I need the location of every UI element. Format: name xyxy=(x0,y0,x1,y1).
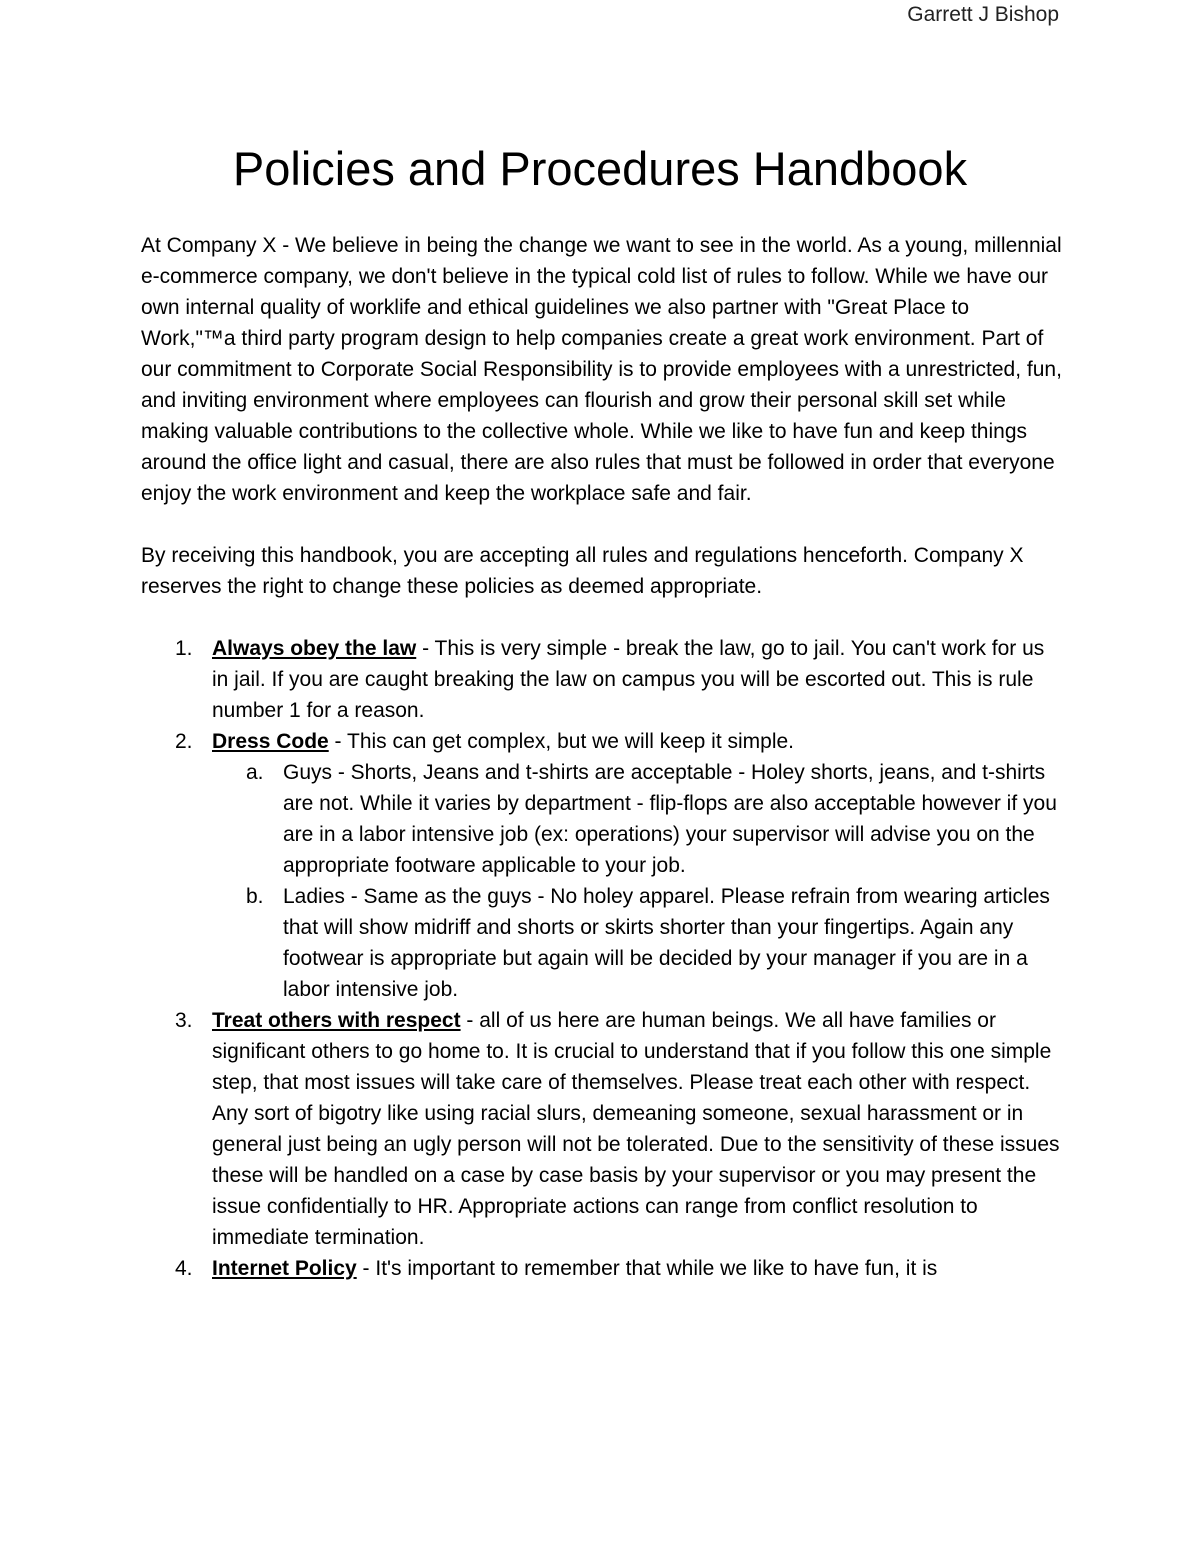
rule-number: 4. xyxy=(175,1257,193,1280)
rule-title: Internet Policy xyxy=(212,1257,357,1280)
rule-number: 1. xyxy=(175,637,193,660)
rule-number: 3. xyxy=(175,1009,193,1032)
rule-item-dress-code xyxy=(141,726,1066,1005)
rule-title: Always obey the law xyxy=(212,637,417,660)
paragraph-gap xyxy=(141,509,1066,540)
rule-number: 2. xyxy=(175,730,193,753)
rule-item-internet-policy xyxy=(141,1253,1066,1284)
sub-item-text: Guys - Shorts, Jeans and t-shirts are acceptable - Holey shorts, jeans, and t-shirts are not. While it varies by department - flip-flops are also acceptable however if you are in a labor intensive job (ex: operations) your supervisor will advise you on the appropriate footware applicable to your job. xyxy=(283,761,1057,877)
sub-item-guys xyxy=(212,757,1066,881)
rule-text: - all of us here are human beings. We all have families or significant others to go home to. It is crucial to understand that if you follow this one simple step, that most issues will take care of themselves. Please treat each other with respect. Any sort of bigotry like using racial slurs, demeaning someone, sexual harassment or in general just being an ugly person will not be tolerated. Due to the sensitivity of these issues these will be handled on a case by case basis by your supervisor or you may present the issue confidentially to HR. Appropriate actions can range from conflict resolution to immediate termination. xyxy=(212,1009,1060,1249)
document-body xyxy=(141,230,1066,1284)
rule-text: - This can get complex, but we will keep it simple. xyxy=(328,730,795,753)
header-author: Garrett J Bishop xyxy=(907,3,1059,26)
rules-list xyxy=(141,633,1066,1284)
rule-title: Treat others with respect xyxy=(212,1009,461,1032)
rule-text: - This is very simple - break the law, go to jail. You can't work for us in jail. If you are caught breaking the law on campus you will be escorted out. This is rule number 1 for a reason. xyxy=(212,637,1045,722)
sub-item-ladies xyxy=(212,881,1066,1005)
rule-title: Dress Code xyxy=(212,730,329,753)
rule-text: - It's important to remember that while we like to have fun, it is xyxy=(356,1257,938,1280)
sub-item-text: Ladies - Same as the guys - No holey apparel. Please refrain from wearing articles that will show midriff and shorts or skirts shorter than your fingertips. Again any footwear is appropriate but again will be decided by your manager if you are in a labor intensive job. xyxy=(283,885,1050,1001)
rule-item-law xyxy=(141,633,1066,726)
intro-paragraph: At Company X - We believe in being the change we want to see in the world. As a young, millennial e-commerce company, we don't believe in the typical cold list of rules to follow. While we have our own internal quality of worklife and ethical guidelines we also partner with "Great Place to Work,"™a third party program design to help companies create a great work environment. Part of our commitment to Corporate Social Responsibility is to provide employees with a unrestricted, fun, and inviting environment where employees can flourish and grow their personal skill set while making valuable contributions to the collective whole. While we like to have fun and keep things around the office light and casual, there are also rules that must be followed in order that everyone enjoy the work environment and keep the workplace safe and fair. xyxy=(141,234,1062,505)
paragraph-gap xyxy=(141,602,1066,633)
acceptance-paragraph: By receiving this handbook, you are accepting all rules and regulations henceforth. Company X reserves the right to change these policies as deemed appropriate. xyxy=(141,544,1024,598)
document-title: Policies and Procedures Handbook xyxy=(232,142,968,195)
rule-item-respect xyxy=(141,1005,1066,1253)
dress-code-sublist xyxy=(212,757,1066,1005)
sub-item-letter: b. xyxy=(246,885,264,908)
sub-item-letter: a. xyxy=(246,761,264,784)
